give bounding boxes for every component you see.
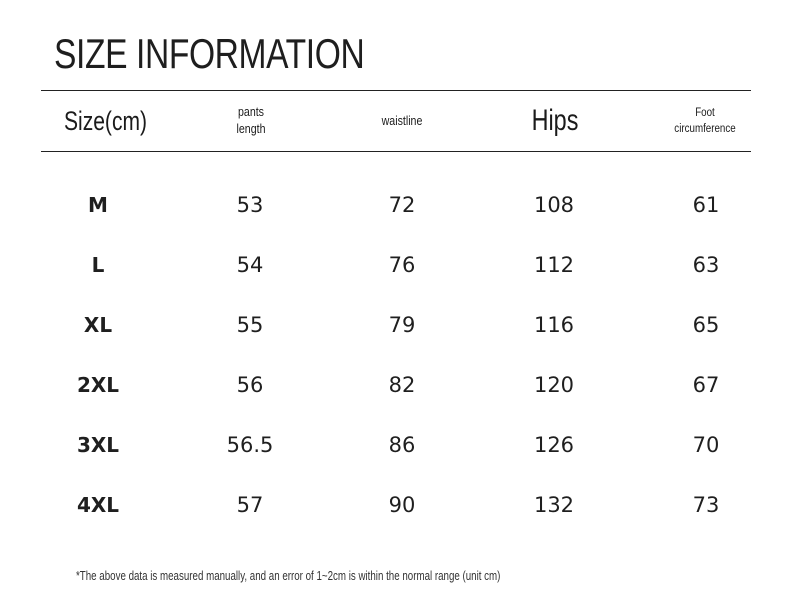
header-pants-length [217, 91, 285, 151]
size-cell: 4XL [76, 493, 120, 517]
hips-cell: 120 [533, 373, 575, 397]
header-pants-length-line1: pants [237, 105, 265, 119]
table-row [0, 365, 790, 405]
header-foot-line1: Foot [695, 107, 715, 119]
foot-cell: 70 [692, 433, 720, 457]
hips-cell: 108 [533, 193, 575, 217]
waistline-cell: 86 [388, 433, 416, 457]
header-foot-circumference [667, 91, 744, 151]
table-row [0, 185, 790, 225]
pants-length-cell: 53 [236, 193, 264, 217]
header-foot-line2: circumference [674, 123, 736, 135]
pants-length-cell: 57 [236, 493, 264, 517]
waistline-cell: 79 [388, 313, 416, 337]
table-row [0, 425, 790, 465]
size-cell: M [88, 193, 108, 217]
pants-length-cell: 54 [236, 253, 264, 277]
foot-cell: 61 [692, 193, 720, 217]
table-row [0, 485, 790, 525]
header-bottom-rule [41, 151, 751, 152]
hips-cell: 132 [533, 493, 575, 517]
foot-cell: 73 [692, 493, 720, 517]
header-size: Size(cm) [63, 105, 148, 136]
page-title: SIZE INFORMATION [54, 30, 365, 77]
pants-length-cell: 56 [236, 373, 264, 397]
waistline-cell: 76 [388, 253, 416, 277]
hips-cell: 126 [533, 433, 575, 457]
waistline-cell: 82 [388, 373, 416, 397]
pants-length-cell: 55 [236, 313, 264, 337]
foot-cell: 67 [692, 373, 720, 397]
waistline-cell: 72 [388, 193, 416, 217]
size-cell: 3XL [76, 433, 120, 457]
header-hips: Hips [531, 104, 579, 137]
header-waistline: waistline [381, 113, 423, 128]
hips-cell: 112 [533, 253, 575, 277]
measurement-note: *The above data is measured manually, and an error of 1~2cm is within the normal range (unit cm) [76, 569, 501, 583]
size-cell: 2XL [76, 373, 120, 397]
table-row [0, 305, 790, 345]
hips-cell: 116 [533, 313, 575, 337]
waistline-cell: 90 [388, 493, 416, 517]
foot-cell: 63 [692, 253, 720, 277]
pants-length-cell: 56.5 [226, 433, 274, 457]
size-cell: L [91, 253, 105, 277]
size-cell: XL [83, 313, 113, 337]
table-row [0, 245, 790, 285]
foot-cell: 65 [692, 313, 720, 337]
header-pants-length-line2: length [236, 122, 266, 136]
